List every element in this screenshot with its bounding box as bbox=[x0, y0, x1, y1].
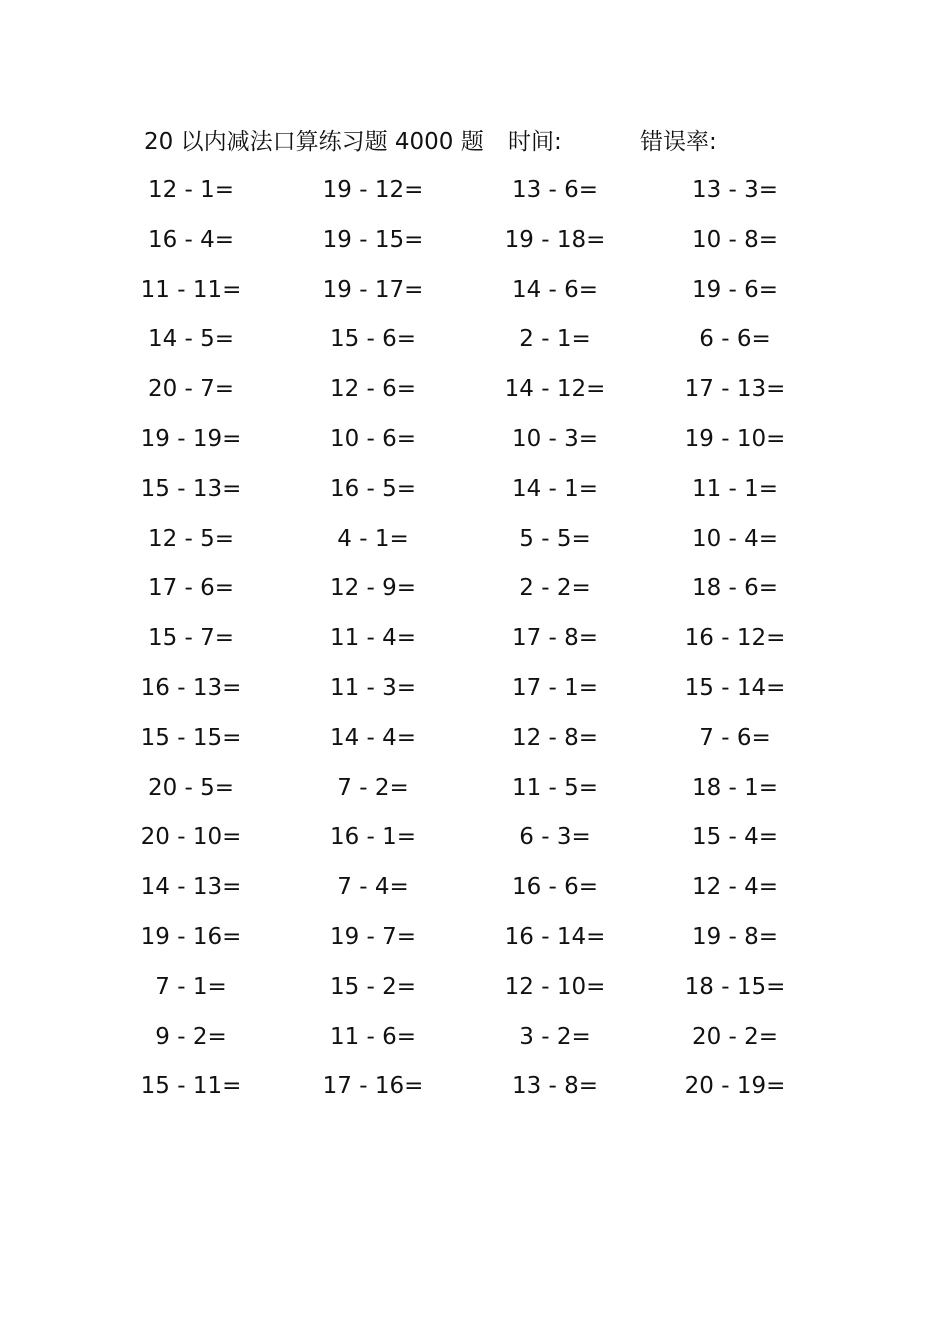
subtraction-problem: 12 - 1= bbox=[147, 177, 235, 203]
problem-row bbox=[0, 222, 950, 258]
subtraction-problem: 20 - 10= bbox=[140, 824, 242, 851]
subtraction-problem: 14 - 5= bbox=[147, 326, 235, 353]
subtraction-problem: 16 - 12= bbox=[684, 625, 786, 652]
problem-row bbox=[0, 969, 950, 1005]
subtraction-problem: 19 - 18= bbox=[504, 226, 606, 253]
problem-row bbox=[0, 321, 950, 357]
subtraction-problem: 13 - 8= bbox=[511, 1073, 599, 1100]
subtraction-problem: 19 - 6= bbox=[691, 276, 779, 303]
subtraction-problem: 16 - 1= bbox=[329, 824, 417, 851]
problem-row bbox=[0, 1068, 950, 1104]
subtraction-problem: 14 - 13= bbox=[140, 874, 242, 901]
problem-row bbox=[0, 720, 950, 756]
problem-row bbox=[0, 1019, 950, 1055]
subtraction-problem: 15 - 2= bbox=[329, 973, 417, 1000]
subtraction-problem: 15 - 4= bbox=[691, 824, 779, 851]
problem-row bbox=[0, 770, 950, 806]
subtraction-problem: 15 - 7= bbox=[147, 625, 235, 652]
subtraction-problem: 17 - 6= bbox=[147, 575, 235, 602]
subtraction-problem: 15 - 13= bbox=[140, 475, 242, 502]
subtraction-problem: 12 - 10= bbox=[504, 973, 606, 1000]
subtraction-problem: 15 - 15= bbox=[140, 724, 242, 751]
subtraction-problem: 19 - 19= bbox=[140, 426, 242, 452]
problem-row bbox=[0, 620, 950, 656]
worksheet-title: 20 以内减法口算练习题 4000 题 bbox=[144, 129, 484, 155]
subtraction-problem: 14 - 6= bbox=[511, 276, 599, 303]
subtraction-problem: 10 - 4= bbox=[691, 525, 779, 552]
subtraction-problem: 13 - 3= bbox=[691, 177, 779, 203]
subtraction-problem: 16 - 13= bbox=[140, 675, 242, 701]
subtraction-problem: 17 - 8= bbox=[511, 625, 599, 652]
subtraction-problem: 12 - 9= bbox=[329, 575, 417, 602]
problem-row bbox=[0, 819, 950, 855]
subtraction-problem: 16 - 4= bbox=[147, 226, 235, 253]
subtraction-problem: 7 - 2= bbox=[337, 774, 409, 801]
subtraction-problem: 11 - 11= bbox=[140, 276, 242, 303]
subtraction-problem: 3 - 2= bbox=[519, 1023, 591, 1050]
problem-row bbox=[0, 521, 950, 557]
problem-row bbox=[0, 670, 950, 706]
subtraction-problem: 11 - 6= bbox=[329, 1023, 417, 1050]
subtraction-problem: 17 - 16= bbox=[322, 1073, 424, 1100]
subtraction-problem: 18 - 15= bbox=[684, 973, 786, 1000]
subtraction-problem: 13 - 6= bbox=[511, 177, 599, 203]
subtraction-problem: 6 - 6= bbox=[699, 326, 771, 353]
subtraction-problem: 20 - 19= bbox=[684, 1073, 786, 1100]
subtraction-problem: 12 - 8= bbox=[511, 724, 599, 751]
subtraction-problem: 6 - 3= bbox=[519, 824, 591, 851]
subtraction-problem: 4 - 1= bbox=[337, 525, 409, 552]
subtraction-problem: 14 - 1= bbox=[511, 475, 599, 502]
subtraction-problem: 18 - 1= bbox=[691, 774, 779, 801]
error-rate-label: 错误率: bbox=[640, 129, 717, 155]
subtraction-problem: 18 - 6= bbox=[691, 575, 779, 602]
subtraction-problem: 17 - 13= bbox=[684, 376, 786, 403]
subtraction-problem: 19 - 7= bbox=[329, 924, 417, 950]
subtraction-problem: 7 - 1= bbox=[155, 973, 227, 1000]
subtraction-problem: 2 - 1= bbox=[519, 326, 591, 353]
problem-row bbox=[0, 371, 950, 407]
subtraction-problem: 12 - 4= bbox=[691, 874, 779, 901]
subtraction-problem: 20 - 5= bbox=[147, 774, 235, 801]
problem-row bbox=[0, 919, 950, 955]
subtraction-problem: 19 - 10= bbox=[684, 426, 786, 452]
problem-row bbox=[0, 272, 950, 308]
subtraction-problem: 19 - 15= bbox=[322, 226, 424, 253]
subtraction-problem: 2 - 2= bbox=[519, 575, 591, 602]
problem-row bbox=[0, 869, 950, 905]
subtraction-problem: 7 - 6= bbox=[699, 724, 771, 751]
subtraction-problem: 19 - 8= bbox=[691, 924, 779, 950]
subtraction-problem: 15 - 6= bbox=[329, 326, 417, 353]
subtraction-problem: 19 - 16= bbox=[140, 924, 242, 950]
subtraction-problem: 11 - 3= bbox=[329, 675, 417, 701]
subtraction-problem: 9 - 2= bbox=[155, 1023, 227, 1050]
subtraction-problem: 16 - 14= bbox=[504, 924, 606, 950]
subtraction-problem: 14 - 12= bbox=[504, 376, 606, 403]
subtraction-problem: 10 - 6= bbox=[329, 426, 417, 452]
subtraction-problem: 10 - 8= bbox=[691, 226, 779, 253]
problem-row bbox=[0, 172, 950, 208]
subtraction-problem: 20 - 2= bbox=[691, 1023, 779, 1050]
subtraction-problem: 12 - 6= bbox=[329, 376, 417, 403]
subtraction-problem: 10 - 3= bbox=[511, 426, 599, 452]
subtraction-problem: 15 - 14= bbox=[684, 675, 786, 701]
subtraction-problem: 15 - 11= bbox=[140, 1073, 242, 1100]
subtraction-problem: 14 - 4= bbox=[329, 724, 417, 751]
subtraction-problem: 11 - 1= bbox=[691, 475, 779, 502]
subtraction-problem: 20 - 7= bbox=[147, 376, 235, 403]
subtraction-problem: 11 - 5= bbox=[511, 774, 599, 801]
subtraction-problem: 16 - 5= bbox=[329, 475, 417, 502]
subtraction-problem: 11 - 4= bbox=[329, 625, 417, 652]
subtraction-problem: 19 - 17= bbox=[322, 276, 424, 303]
subtraction-problem: 5 - 5= bbox=[519, 525, 591, 552]
subtraction-problem: 16 - 6= bbox=[511, 874, 599, 901]
subtraction-problem: 7 - 4= bbox=[337, 874, 409, 901]
subtraction-problem: 17 - 1= bbox=[511, 675, 599, 701]
time-label: 时间: bbox=[508, 129, 562, 155]
subtraction-problem: 19 - 12= bbox=[322, 177, 424, 203]
problem-row bbox=[0, 570, 950, 606]
problem-row bbox=[0, 471, 950, 507]
problem-row bbox=[0, 421, 950, 457]
subtraction-problem: 12 - 5= bbox=[147, 525, 235, 552]
